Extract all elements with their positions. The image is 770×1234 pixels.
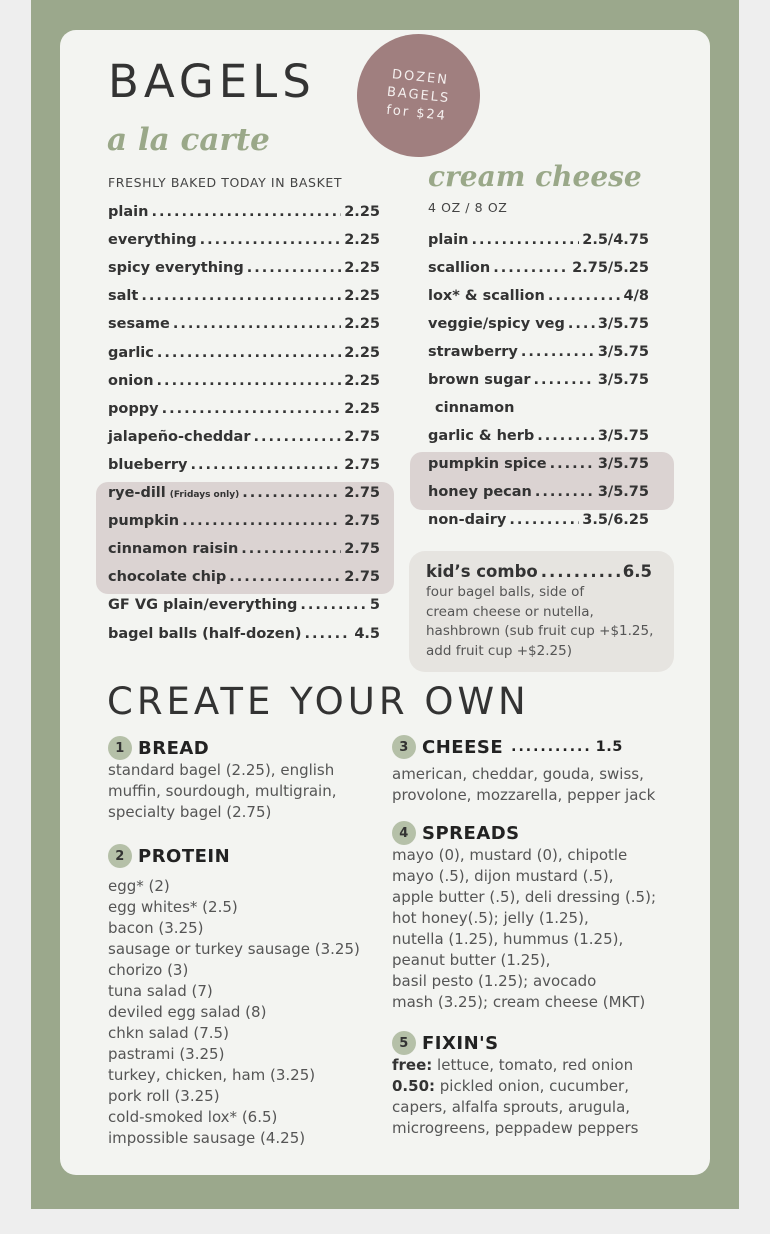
cream-cheese-heading: cream cheese — [428, 160, 642, 193]
menu-item-row — [428, 344, 649, 364]
badge-line: BAGELS — [386, 84, 451, 106]
option-line: egg* (2) — [108, 877, 170, 895]
option-line: sausage or turkey sausage (3.25) — [108, 940, 360, 958]
option-line: turkey, chicken, ham (3.25) — [108, 1066, 316, 1084]
option-line: pork roll (3.25) — [108, 1087, 220, 1105]
option-line: deviled egg salad (8) — [108, 1003, 267, 1021]
item-price: 3/5.75 — [597, 344, 649, 360]
item-name: spicy everything — [108, 260, 244, 277]
item-price: 2.75 — [344, 569, 380, 586]
menu-item-row — [108, 597, 380, 617]
option-line: mayo (.5), dijon mustard (.5), — [392, 867, 614, 885]
kids-combo-line: cream cheese or nutella, — [426, 603, 594, 620]
leader-dots — [247, 260, 341, 276]
protein-section-heading — [108, 844, 230, 868]
kids-combo-line: hashbrown (sub fruit cup +$1.25, — [426, 623, 654, 639]
menu-item-row — [108, 513, 380, 533]
leader-dots — [541, 562, 620, 581]
item-name: everything — [108, 232, 197, 249]
a-la-carte-heading: a la carte — [107, 122, 270, 158]
item-name: rye-dill — [108, 485, 166, 501]
leader-dots — [157, 345, 341, 361]
leader-dots — [300, 597, 367, 613]
item-name: plain — [428, 232, 469, 248]
option-line: mayo (0), mustard (0), chipotle — [392, 846, 628, 864]
item-price: 2.75 — [344, 485, 380, 501]
menu-item-row — [108, 429, 380, 449]
option-line: impossible sausage (4.25) — [108, 1129, 306, 1147]
menu-item-row — [428, 428, 649, 448]
bread-line: specialty bagel (2.75) — [108, 803, 272, 821]
item-name: jalapeño-cheddar — [108, 428, 251, 445]
step-number: 2 — [108, 844, 132, 868]
leader-dots — [535, 484, 595, 500]
item-price: 2.25 — [344, 204, 380, 220]
leader-dots — [568, 316, 595, 332]
item-price: 5 — [369, 597, 380, 614]
item-note: (Fridays only) — [169, 490, 240, 500]
spreads-options — [392, 845, 656, 1013]
kids-combo-price: 6.5 — [622, 562, 652, 581]
menu-item-row — [435, 400, 585, 420]
leader-dots — [521, 344, 595, 360]
option-line: peanut butter (1.25), — [392, 951, 551, 969]
item-price: 4/8 — [623, 288, 649, 304]
leader-dots — [229, 569, 341, 585]
item-price: 3/5.75 — [597, 316, 649, 332]
fixins-line: microgreens, peppadew peppers — [392, 1119, 639, 1137]
menu-item-row — [428, 232, 649, 252]
fixins-paid-line — [392, 1076, 639, 1097]
leader-dots — [537, 428, 595, 444]
page-title: BAGELS — [108, 55, 316, 108]
cheese-price: 1.5 — [595, 739, 623, 755]
item-name: plain — [108, 204, 149, 220]
item-price: 4.5 — [354, 625, 380, 642]
item-name: lox* & scallion — [428, 288, 545, 304]
item-name: GF VG plain/everything — [108, 597, 298, 614]
bread-heading: BREAD — [138, 737, 210, 759]
item-price: 2.25 — [344, 260, 380, 277]
leader-dots — [182, 513, 341, 529]
menu-item-row — [428, 512, 649, 532]
leader-dots — [157, 373, 342, 389]
item-name: blueberry — [108, 456, 188, 473]
item-name: salt — [108, 288, 139, 305]
menu-item-row — [108, 316, 380, 336]
leader-dots — [190, 457, 341, 473]
option-line: nutella (1.25), hummus (1.25), — [392, 930, 624, 948]
badge-line: for $24 — [385, 102, 448, 124]
menu-item-row — [108, 260, 380, 280]
item-price: 2.75 — [344, 513, 380, 530]
leader-dots — [493, 260, 569, 276]
item-price: 3.5/6.25 — [582, 512, 649, 528]
kids-combo-name: kid’s combo — [426, 562, 538, 581]
item-price: 2.25 — [344, 232, 380, 249]
item-name: brown sugar — [428, 372, 531, 388]
item-price: 2.5/4.75 — [582, 232, 649, 248]
baked-note: FRESHLY BAKED TODAY IN BASKET — [108, 175, 343, 190]
option-line: cold-smoked lox* (6.5) — [108, 1108, 278, 1126]
option-line: basil pesto (1.25); avocado — [392, 972, 597, 990]
step-number: 5 — [392, 1031, 416, 1055]
free-items: lettuce, tomato, red onion — [432, 1056, 634, 1074]
item-name: pumpkin — [108, 513, 180, 530]
leader-dots — [534, 372, 595, 388]
leader-dots — [550, 456, 595, 472]
menu-item-row — [428, 372, 649, 392]
item-name: sesame — [108, 316, 170, 333]
option-line: hot honey(.5); jelly (1.25), — [392, 909, 589, 927]
item-name: non-dairy — [428, 512, 507, 528]
menu-item-row — [428, 456, 649, 476]
item-name: garlic — [108, 344, 154, 361]
bread-line: standard bagel (2.25), english — [108, 761, 335, 779]
menu-item-row — [108, 345, 380, 365]
item-price: 3/5.75 — [597, 484, 649, 500]
menu-item-row — [108, 569, 380, 589]
menu-item-row — [108, 541, 380, 561]
cheese-heading: CHEESE — [422, 736, 504, 758]
fixins-line: capers, alfalfa sprouts, arugula, — [392, 1098, 631, 1116]
option-line: bacon (3.25) — [108, 919, 204, 937]
item-price: 3/5.75 — [597, 428, 649, 444]
leader-dots — [200, 232, 342, 248]
bread-section-heading — [108, 736, 209, 760]
item-price: 2.25 — [344, 288, 380, 305]
item-price: 2.25 — [344, 400, 380, 417]
fixins-free-line — [392, 1055, 639, 1076]
leader-dots — [141, 288, 341, 304]
menu-item-row — [108, 232, 380, 252]
item-name: scallion — [428, 260, 491, 276]
item-name: chocolate chip — [108, 569, 227, 586]
item-name: onion — [108, 372, 154, 389]
fixins-heading: FIXIN'S — [422, 1032, 499, 1054]
item-name: cinnamon raisin — [108, 541, 239, 558]
cheese-line: provolone, mozzarella, pepper jack — [392, 786, 656, 804]
bread-line: muffin, sourdough, multigrain, — [108, 782, 337, 800]
menu-item-row — [108, 373, 380, 393]
item-name: honey pecan — [428, 484, 532, 500]
option-line: mash (3.25); cream cheese (MKT) — [392, 993, 646, 1011]
option-line: chorizo (3) — [108, 961, 189, 979]
kids-combo-line: add fruit cup +$2.25) — [426, 642, 572, 659]
item-price: 2.75/5.25 — [572, 260, 649, 276]
paid-label: 0.50: — [392, 1077, 436, 1095]
item-name: bagel balls (half-dozen) — [108, 625, 302, 642]
option-line: pastrami (3.25) — [108, 1045, 225, 1063]
leader-dots — [173, 316, 341, 332]
fixins-options — [392, 1055, 639, 1139]
menu-item-row — [108, 626, 380, 646]
spreads-section-heading — [392, 821, 520, 845]
leader-dots — [305, 626, 352, 642]
item-name: strawberry — [428, 344, 518, 360]
menu-item-row — [428, 260, 649, 280]
option-line: egg whites* (2.5) — [108, 898, 238, 916]
cheese-options — [392, 764, 655, 806]
menu-item-row — [428, 316, 649, 336]
cheese-line: american, cheddar, gouda, swiss, — [392, 765, 644, 783]
bread-options — [108, 760, 337, 823]
item-price: 2.25 — [344, 316, 380, 333]
option-line: apple butter (.5), deli dressing (.5); — [392, 888, 657, 906]
menu-item-row — [108, 288, 380, 308]
item-price: 3/5.75 — [597, 372, 649, 388]
leader-dots — [548, 288, 621, 304]
cream-cheese-sizes: 4 OZ / 8 OZ — [428, 200, 508, 215]
fixins-section-heading — [392, 1031, 499, 1055]
leader-dots — [509, 512, 579, 528]
option-line: tuna salad (7) — [108, 982, 213, 1000]
item-price: 2.75 — [344, 428, 380, 445]
cheese-section-heading — [392, 735, 623, 759]
option-line: chkn salad (7.5) — [108, 1024, 229, 1042]
leader-dots — [151, 204, 341, 220]
item-price: 2.25 — [344, 344, 380, 361]
item-name: cinnamon — [435, 400, 515, 416]
step-number: 1 — [108, 736, 132, 760]
leader-dots: ........... — [511, 739, 592, 755]
badge-line: DOZEN — [391, 66, 450, 88]
leader-dots — [471, 232, 579, 248]
item-name: poppy — [108, 400, 159, 417]
leader-dots — [162, 401, 342, 417]
menu-item-row — [108, 457, 380, 477]
menu-item-row — [108, 485, 380, 505]
kids-combo-row — [426, 562, 652, 582]
create-your-own-heading: CREATE YOUR OWN — [107, 680, 530, 723]
menu-item-row — [108, 401, 380, 421]
kids-combo-description — [426, 583, 653, 661]
item-name: pumpkin spice — [428, 456, 547, 472]
protein-heading: PROTEIN — [138, 845, 231, 867]
item-price: 2.75 — [344, 541, 380, 558]
spreads-heading: SPREADS — [422, 822, 520, 844]
item-name: garlic & herb — [428, 428, 535, 444]
leader-dots — [242, 485, 341, 501]
menu-item-row — [428, 288, 649, 308]
item-price: 3/5.75 — [597, 456, 649, 472]
item-price: 2.25 — [344, 372, 380, 389]
step-number: 3 — [392, 735, 416, 759]
item-price: 2.75 — [344, 456, 380, 473]
free-label: free: — [392, 1056, 433, 1074]
leader-dots — [241, 541, 341, 557]
kids-combo-line: four bagel balls, side of — [426, 584, 585, 600]
leader-dots — [253, 429, 341, 445]
paid-items: pickled onion, cucumber, — [435, 1077, 629, 1095]
item-name: veggie/spicy veg — [428, 316, 565, 332]
menu-item-row — [108, 204, 380, 224]
step-number: 4 — [392, 821, 416, 845]
protein-options — [108, 876, 360, 1149]
menu-item-row — [428, 484, 649, 504]
